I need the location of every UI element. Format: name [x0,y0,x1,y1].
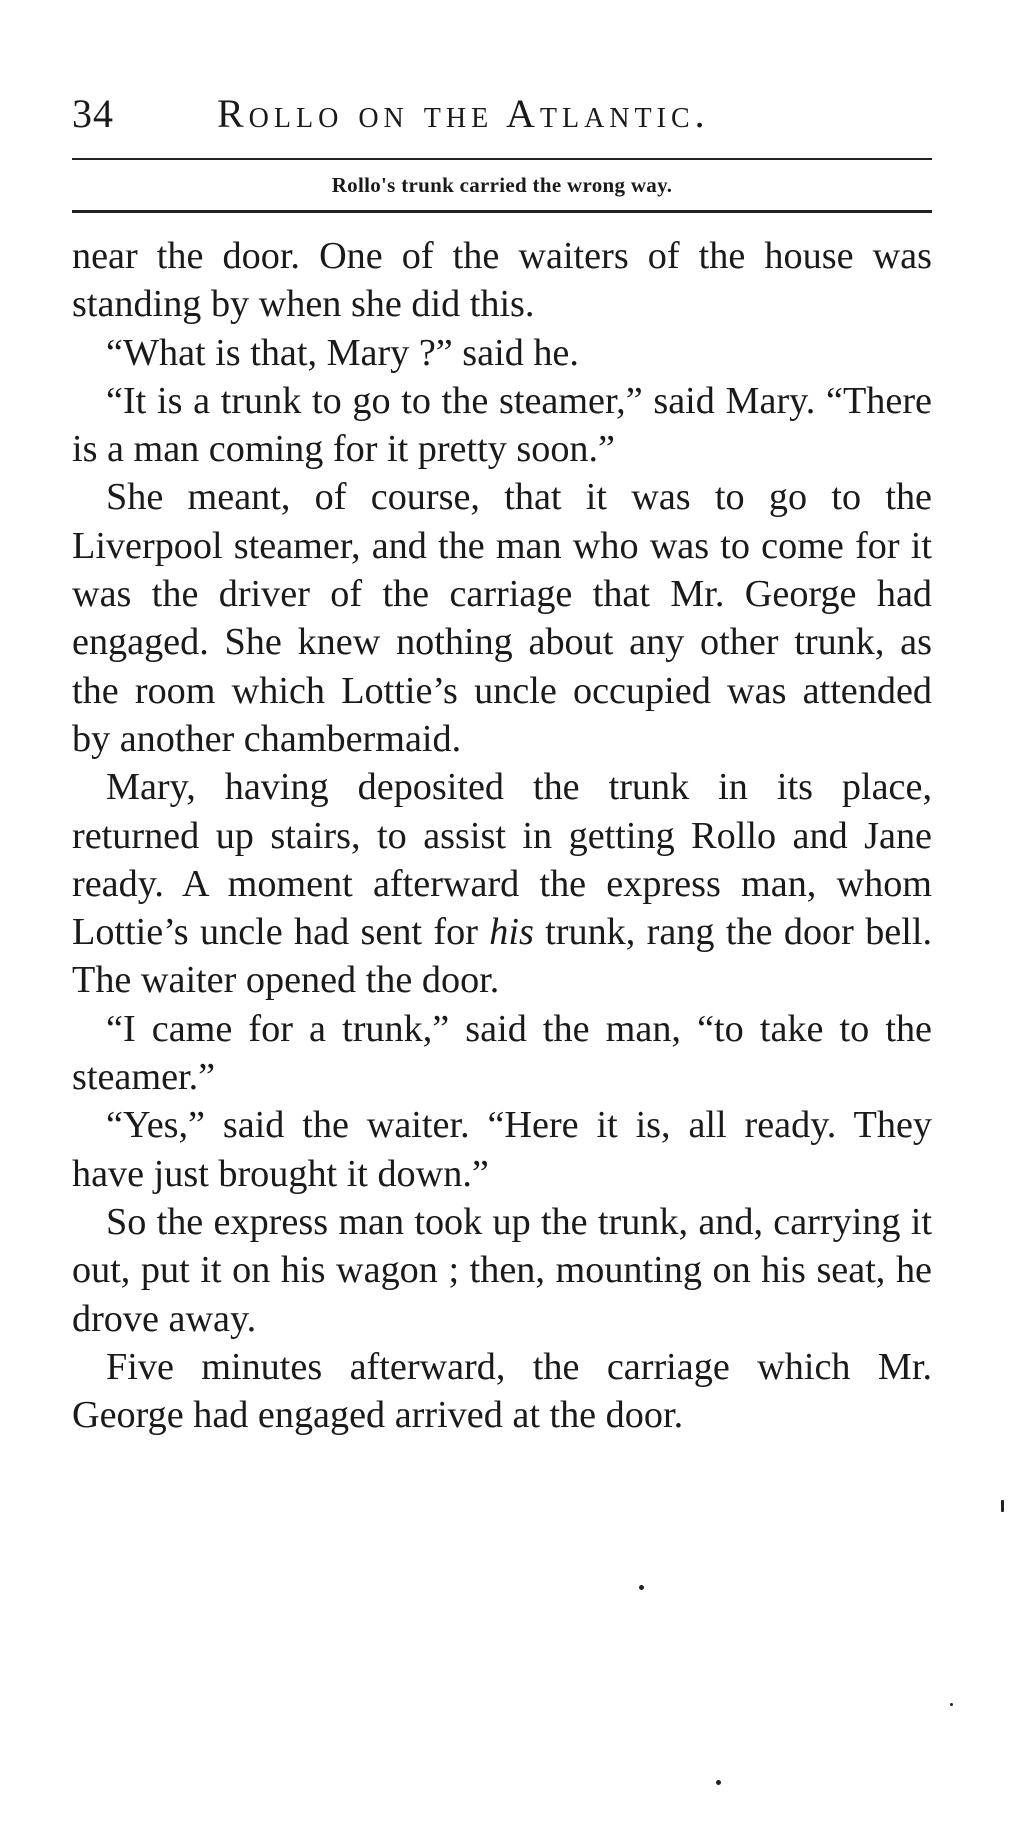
body-text [72,232,932,1439]
print-speck [716,1780,721,1785]
print-speck [950,1703,953,1706]
paragraph-1: near the door. One of the waiters of the house was standing by when she did this. [72,235,932,326]
paragraph-2: “What is that, Mary ?” said he. [106,331,579,374]
print-speck [639,1585,644,1590]
paragraph-4: She meant, of course, that it was to go to the Liverpool steamer, and the man who was to come for it was the driver of the carriage that Mr. George had engaged. She knew nothing about any other trunk, as the room which Lottie’s uncle occupied was attended by another chambermaid. [72,476,932,760]
section-subhead: Rollo's trunk carried the wrong way. [331,173,673,197]
paragraph-9: Five minutes afterward, the carriage which Mr. George had engaged arrived at the door. [72,1345,932,1437]
paragraph-5-before: Mary, having deposited the trunk in its place, returned up stairs, to assist in getting Rollo and Jane ready. A moment afterward the express man, whom Lottie’s uncle had sent for [72,766,932,954]
paragraph-5 [72,763,932,1004]
running-title: Rollo on the Atlantic. [217,91,710,136]
paragraph-7: “Yes,” said the waiter. “Here it is, all ready. They have just brought it down.” [72,1104,932,1195]
paragraph-3: “It is a trunk to go to the steamer,” said Mary. “There is a man coming for it pretty soon.” [72,379,932,471]
header-rule-top [72,158,932,160]
page-number: 34 [72,91,114,136]
paragraph-5-after: trunk, rang the door bell. The waiter opened the door. [72,911,932,1002]
print-speck [1001,1500,1004,1512]
paragraph-6: “I came for a trunk,” said the man, “to take to the steamer.” [72,1007,932,1099]
paragraph-5-emphasis: his [489,911,534,954]
paragraph-8: So the express man took up the trunk, and, carrying it out, put it on his wagon ; then, mounting on his seat, he drove away. [72,1200,932,1340]
page-header [72,88,932,140]
header-rule-bottom [72,210,932,213]
book-page [72,0,932,1828]
